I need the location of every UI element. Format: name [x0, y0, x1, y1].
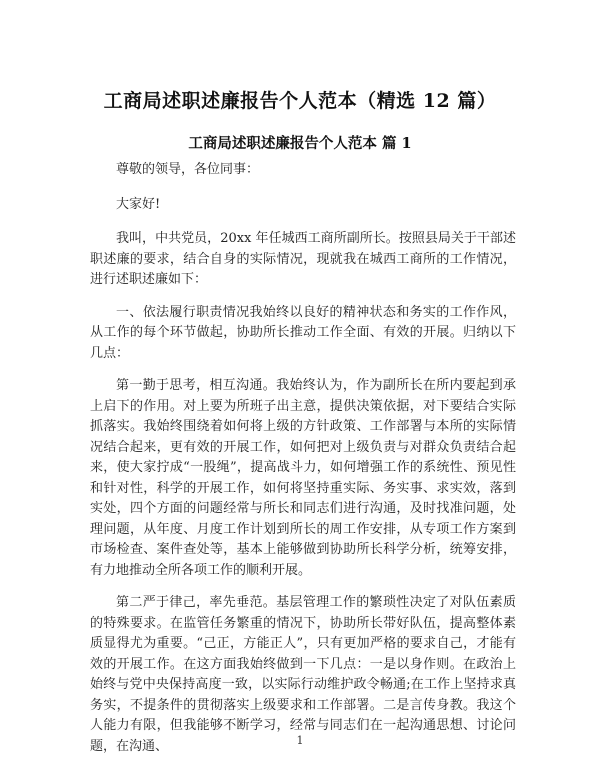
- body-paragraph-first-point: 第一勤于思考，相互沟通。我始终认为，作为副所长在所内要起到承上启下的作用。对上要为所班子出主意，提供决策依据，对下要结合实际抓落实。我始终围绕着如何将上级的方针政策、工作部署与本所的实际情况结合起来，更有效的开展工作，如何把对上级负责与对群众负责结合起来，使大家拧成“一股绳”，提高战斗力，如何增强工作的系统性、预见性和针对性，科学的开展工作，如何将坚持重实际、务实事、求实效，落到实处，四个方面的问题经常与所长和同志们进行沟通，及时找准问题，处理问题，从年度、月度工作计划到所长的周工作安排，从专项工作方案到市场检查、案件查处等，基本上能够做到协助所长科学分析，统筹安排，有力地推动全所各项工作的顺利开展。: [90, 378, 516, 578]
- body-paragraph-second-point: 第二严于律己，率先垂范。基层管理工作的繁琐性决定了对队伍素质的特殊要求。在监管任务繁重的情况下，协助所长带好队伍，提高整体素质显得尤为重要。“己正，方能正人”，只有更加严格的要求自己，才能有效的开展工作。在这方面我始终做到一下几点：一是以身作则。在政治上始终与党中央保持高度一致，以实际行动维护政令畅通;在工作上坚持求真务实，不提条件的贯彻落实上级要求和工作部署。二是言传身教。我这个人能力有限，但我能够不断学习，经常与同志们在一起沟通思想、讨论问题，在沟通、: [90, 595, 516, 754]
- document-title: 工商局述职述廉报告个人范本（精选 12 篇）: [103, 90, 497, 112]
- body-paragraph-duties: 一、依法履行职责情况我始终以良好的精神状态和务实的工作作风，从工作的每个环节做起，协助所长推动工作全面、有效的开展。归纳以下几点：: [90, 304, 516, 361]
- body-paragraph-intro: 我叫，中共党员，20xx 年任城西工商所副所长。按照县局关于干部述职述廉的要求，结合自身的实际情况，现就我在城西工商所的工作情况，进行述职述廉如下：: [90, 231, 516, 287]
- document-body: [90, 160, 516, 769]
- greeting-paragraph: 大家好!: [116, 196, 161, 212]
- salutation-paragraph: 尊敬的领导，各位同事：: [116, 162, 260, 177]
- section-title: 工商局述职述廉报告个人范本 篇 1: [188, 135, 412, 152]
- page-number: 1: [296, 734, 304, 747]
